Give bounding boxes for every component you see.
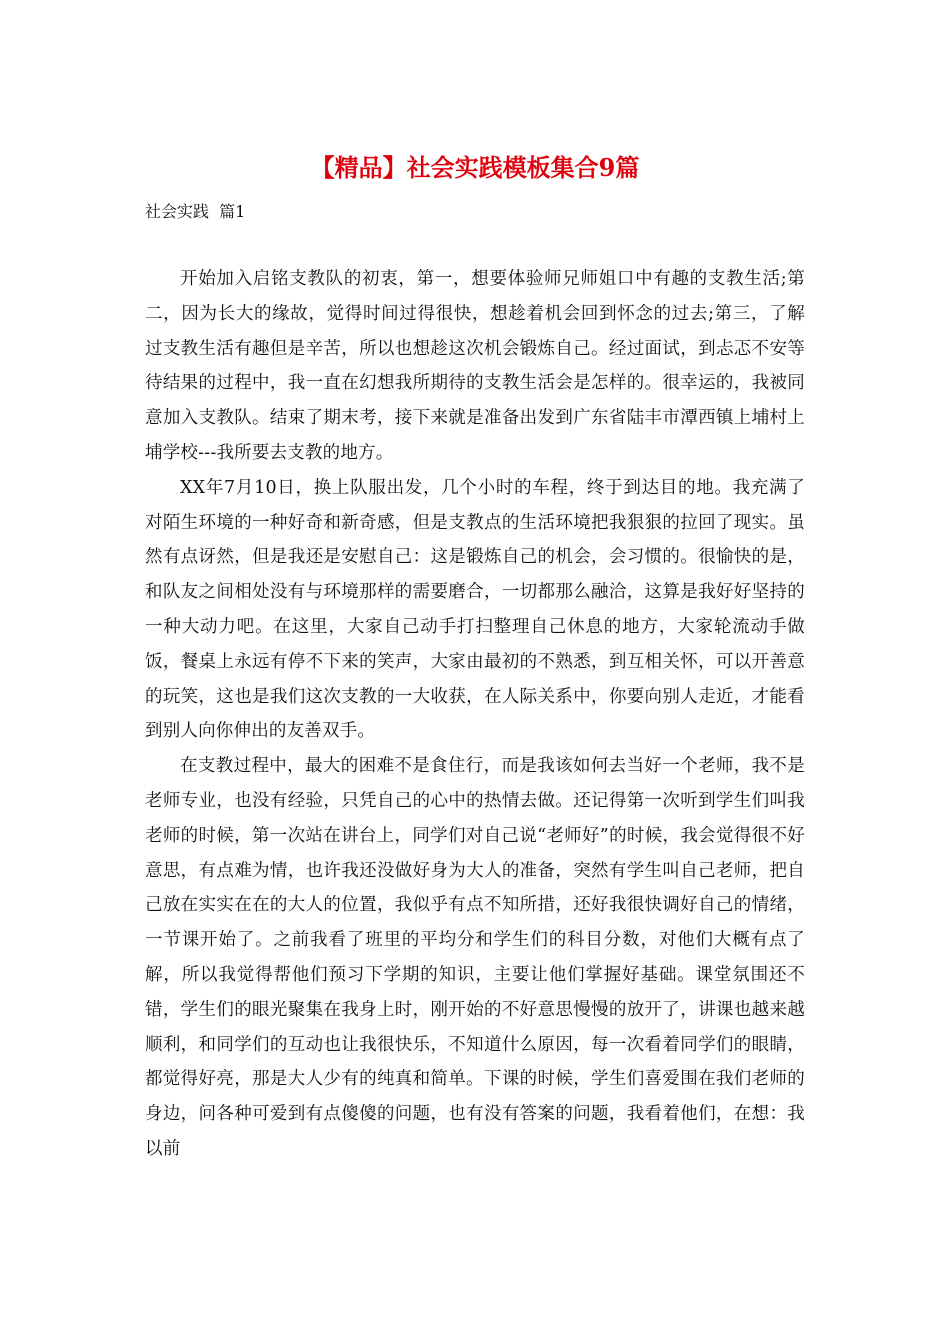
document-title: 【精品】社会实践模板集合9篇 — [310, 153, 640, 182]
section-heading: 社会实践 篇1 — [145, 202, 246, 221]
paragraph-2: XX年7月10日，换上队服出发，几个小时的车程，终于到达目的地。我充满了对陌生环境的一种好奇和新奇感，但是支教点的生活环境把我狠狠的拉回了现实。虽然有点讶然，但是我还是安慰自己：这是锻炼自己的机会，会习惯的。很愉快的是，和队友之间相处没有与环境那样的需要磨合，一切都那么融洽，这算是我好好坚持的一种大动力吧。在这里，大家自己动手打扫整理自己休息的地方，大家轮流动手做饭，餐桌上永远有停不下来的笑声，大家由最初的不熟悉，到互相关怀，可以开善意的玩笑，这也是我们这次支教的一大收获，在人际关系中，你要向别人走近，才能看到别人向你伸出的友善双手。 — [145, 477, 805, 742]
paragraph-3: 在支教过程中，最大的困难不是食住行，而是我该如何去当好一个老师，我不是老师专业，也没有经验，只凭自己的心中的热情去做。还记得第一次听到学生们叫我老师的时候，第一次站在讲台上，同学们对自己说“老师好”的时候，我会觉得很不好意思，有点难为情，也许我还没做好身为大人的准备，突然有学生叫自己老师，把自己放在实实在在的大人的位置，我似乎有点不知所措，还好我很快调好自己的情绪，一节课开始了。之前我看了班里的平均分和学生们的科目分数，对他们大概有点了解，所以我觉得帮他们预习下学期的知识，主要让他们掌握好基础。课堂氛围还不错，学生们的眼光聚集在我身上时，刚开始的不好意思慢慢的放开了，讲课也越来越顺利，和同学们的互动也让我很快乐，不知道什么原因，每一次看着同学们的眼睛，都觉得好亮，那是大人少有的纯真和简单。下课的时候，学生们喜爱围在我们老师的身边，问各种可爱到有点傻傻的问题，也有没有答案的问题，我看着他们，在想：我以前 — [145, 756, 805, 1159]
paragraph-1: 开始加入启铭支教队的初衷，第一，想要体验师兄师姐口中有趣的支教生活;第二，因为长大的缘故，觉得时间过得很快，想趁着机会回到怀念的过去;第三，了解过支教生活有趣但是辛苦，所以也想趁这次机会锻炼自己。经过面试，到忐忑不安等待结果的过程中，我一直在幻想我所期待的支教生活会是怎样的。很幸运的，我被同意加入支教队。结束了期末考，接下来就是准备出发到广东省陆丰市潭西镇上埔村上埔学校---我所要去支教的地方。 — [145, 269, 805, 463]
document-body — [145, 262, 805, 1167]
